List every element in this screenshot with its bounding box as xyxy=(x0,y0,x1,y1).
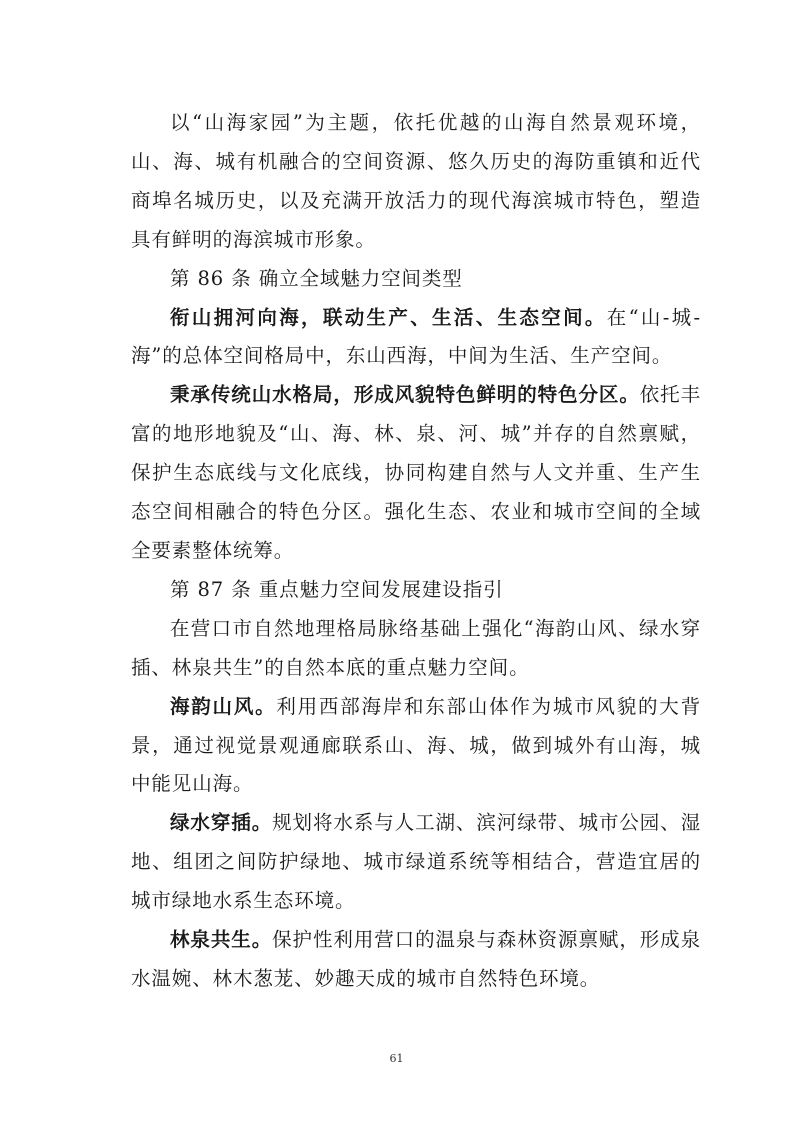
green-water-text: 规划将水系与人工湖、滨河绿带、城市公园、湿地、组团之间防护绿地、城市绿道系统等相结合，营造宜居的城市绿地水系生态环境。 xyxy=(131,811,701,913)
forest-spring-paragraph xyxy=(131,921,701,999)
document-body xyxy=(131,104,701,999)
forest-spring-text: 保护性利用营口的温泉与森林资源禀赋，形成泉水温婉、林木葱茏、妙趣天成的城市自然特色环境。 xyxy=(131,928,701,990)
key-space-paragraph xyxy=(131,610,701,688)
space-pattern-lead: 衔山拥河向海，联动生产、生活、生态空间。 xyxy=(170,305,607,329)
feature-zone-lead: 秉承传统山水格局，形成风貌特色鲜明的特色分区。 xyxy=(170,383,640,407)
feature-zone-paragraph xyxy=(131,376,701,571)
sea-mountain-text: 利用西部海岸和东部山体作为城市风貌的大背景，通过视觉景观通廊联系山、海、城，做到城外有山海，城中能见山海。 xyxy=(131,694,701,796)
green-water-paragraph xyxy=(131,804,701,921)
space-pattern-text: 在“山-城-海”的总体空间格局中，东山西海，中间为生活、生产空间。 xyxy=(131,305,701,368)
feature-zone-text: 依托丰富的地形地貌及“山、海、林、泉、河、城”并存的自然禀赋，保护生态底线与文化底线，协同构建自然与人文并重、生产生态空间相融合的特色分区。强化生态、农业和城市空间的全域全要素整体统筹。 xyxy=(131,383,701,562)
key-space-text: 在营口市自然地理格局脉络基础上强化“海韵山风、绿水穿插、林泉共生”的自然本底的重点魅力空间。 xyxy=(131,616,701,679)
intro-paragraph xyxy=(131,104,701,260)
space-pattern-paragraph xyxy=(131,299,701,377)
article-87-heading xyxy=(131,571,701,610)
article-86-heading xyxy=(131,260,701,299)
green-water-lead: 绿水穿插。 xyxy=(170,811,273,835)
article-87-title: 第 87 条 重点魅力空间发展建设指引 xyxy=(170,577,504,601)
article-86-title: 第 86 条 确立全域魅力空间类型 xyxy=(170,266,463,290)
intro-text: 以“山海家园”为主题，依托优越的山海自然景观环境，山、海、城有机融合的空间资源、悠久历史的海防重镇和近代商埠名城历史，以及充满开放活力的现代海滨城市特色，塑造具有鲜明的海滨城市形象。 xyxy=(131,111,701,251)
forest-spring-lead: 林泉共生。 xyxy=(170,928,273,952)
sea-mountain-lead: 海韵山风。 xyxy=(170,694,277,718)
page-number: 61 xyxy=(389,1052,404,1065)
sea-mountain-paragraph xyxy=(131,688,701,805)
